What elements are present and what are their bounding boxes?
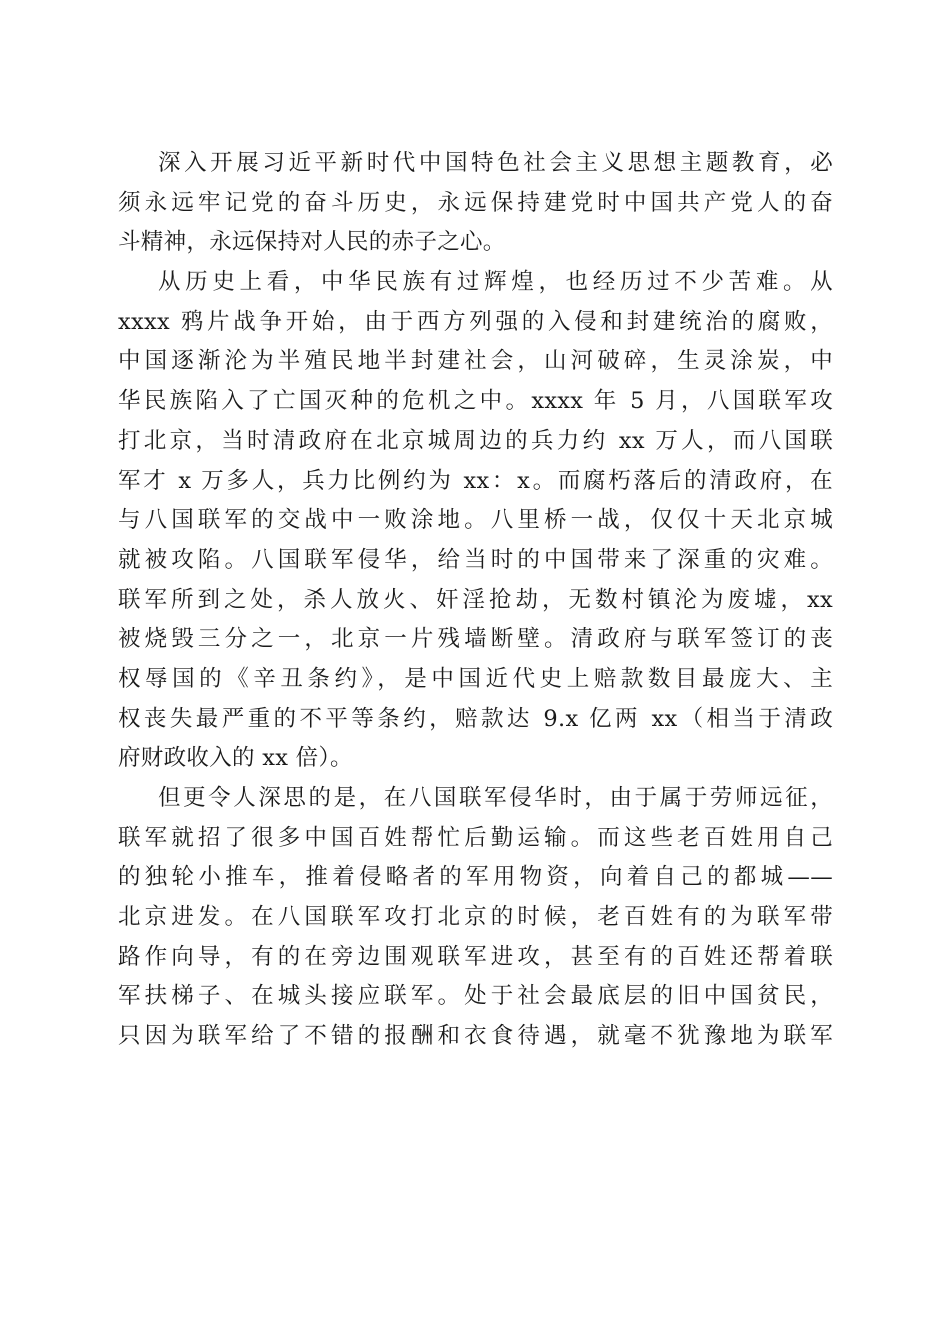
- paragraph-3: [118, 779, 833, 1057]
- paragraph-line: 北京进发。在八国联军攻打北京的时候，老百姓有的为联军带: [118, 904, 833, 931]
- paragraph-1: [118, 144, 833, 263]
- paragraph-line: 与八国联军的交战中一败涂地。八里桥一战，仅仅十天北京城: [118, 507, 833, 534]
- paragraph-line: 中国逐渐沦为半殖民地半封建社会，山河破碎，生灵涂炭，中: [118, 348, 833, 375]
- paragraph-line: 只因为联军给了不错的报酬和衣食待遇，就毫不犹豫地为联军: [118, 1023, 833, 1050]
- paragraph-line: 军扶梯子、在城头接应联军。处于社会最底层的旧中国贫民，: [118, 983, 833, 1010]
- paragraph-line: 联军就招了很多中国百姓帮忙后勤运输。而这些老百姓用自己: [118, 824, 833, 851]
- paragraph-line: 深入开展习近平新时代中国特色社会主义思想主题教育，必: [158, 150, 833, 176]
- paragraph-line: 路作向导，有的在旁边围观联军进攻，甚至有的百姓还帮着联: [118, 943, 833, 970]
- paragraph-line: 就被攻陷。八国联军侵华，给当时的中国带来了深重的灾难。: [118, 546, 833, 573]
- paragraph-line: 但更令人深思的是，在八国联军侵华时，由于属于劳师远征，: [158, 785, 833, 811]
- paragraph-line: 须永远牢记党的奋斗历史，永远保持建党时中国共产党人的奋: [118, 189, 833, 216]
- paragraph-line: 从历史上看，中华民族有过辉煌，也经历过不少苦难。从: [158, 269, 833, 296]
- paragraph-line: 打北京，当时清政府在北京城周边的兵力约 xx 万人，而八国联: [118, 427, 833, 454]
- paragraph-line: xxxx 鸦片战争开始，由于西方列强的入侵和封建统治的腐败，: [118, 308, 833, 335]
- paragraph-line: 府财政收入的 xx 倍）。: [118, 745, 353, 772]
- paragraph-line: 权辱国的《辛丑条约》，是中国近代史上赔款数目最庞大、主: [118, 665, 833, 692]
- paragraph-line: 斗精神，永远保持对人民的赤子之心。: [118, 229, 506, 256]
- paragraph-line: 的独轮小推车，推着侵略者的军用物资，向着自己的都城——: [118, 864, 833, 891]
- paragraph-line: 被烧毁三分之一，北京一片残墙断壁。清政府与联军签订的丧: [118, 626, 833, 653]
- document-body: [118, 144, 833, 1057]
- paragraph-line: 联军所到之处，杀人放火、奸淫抢劫，无数村镇沦为废墟，xx: [118, 586, 833, 613]
- paragraph-line: 军才 x 万多人，兵力比例约为 xx：x。而腐朽落后的清政府，在: [118, 467, 833, 494]
- paragraph-line: 权丧失最严重的不平等条约，赔款达 9.x 亿两 xx（相当于清政: [118, 705, 833, 732]
- paragraph-2: [118, 263, 833, 779]
- paragraph-line: 华民族陷入了亡国灭种的危机之中。xxxx 年 5 月，八国联军攻: [118, 388, 833, 415]
